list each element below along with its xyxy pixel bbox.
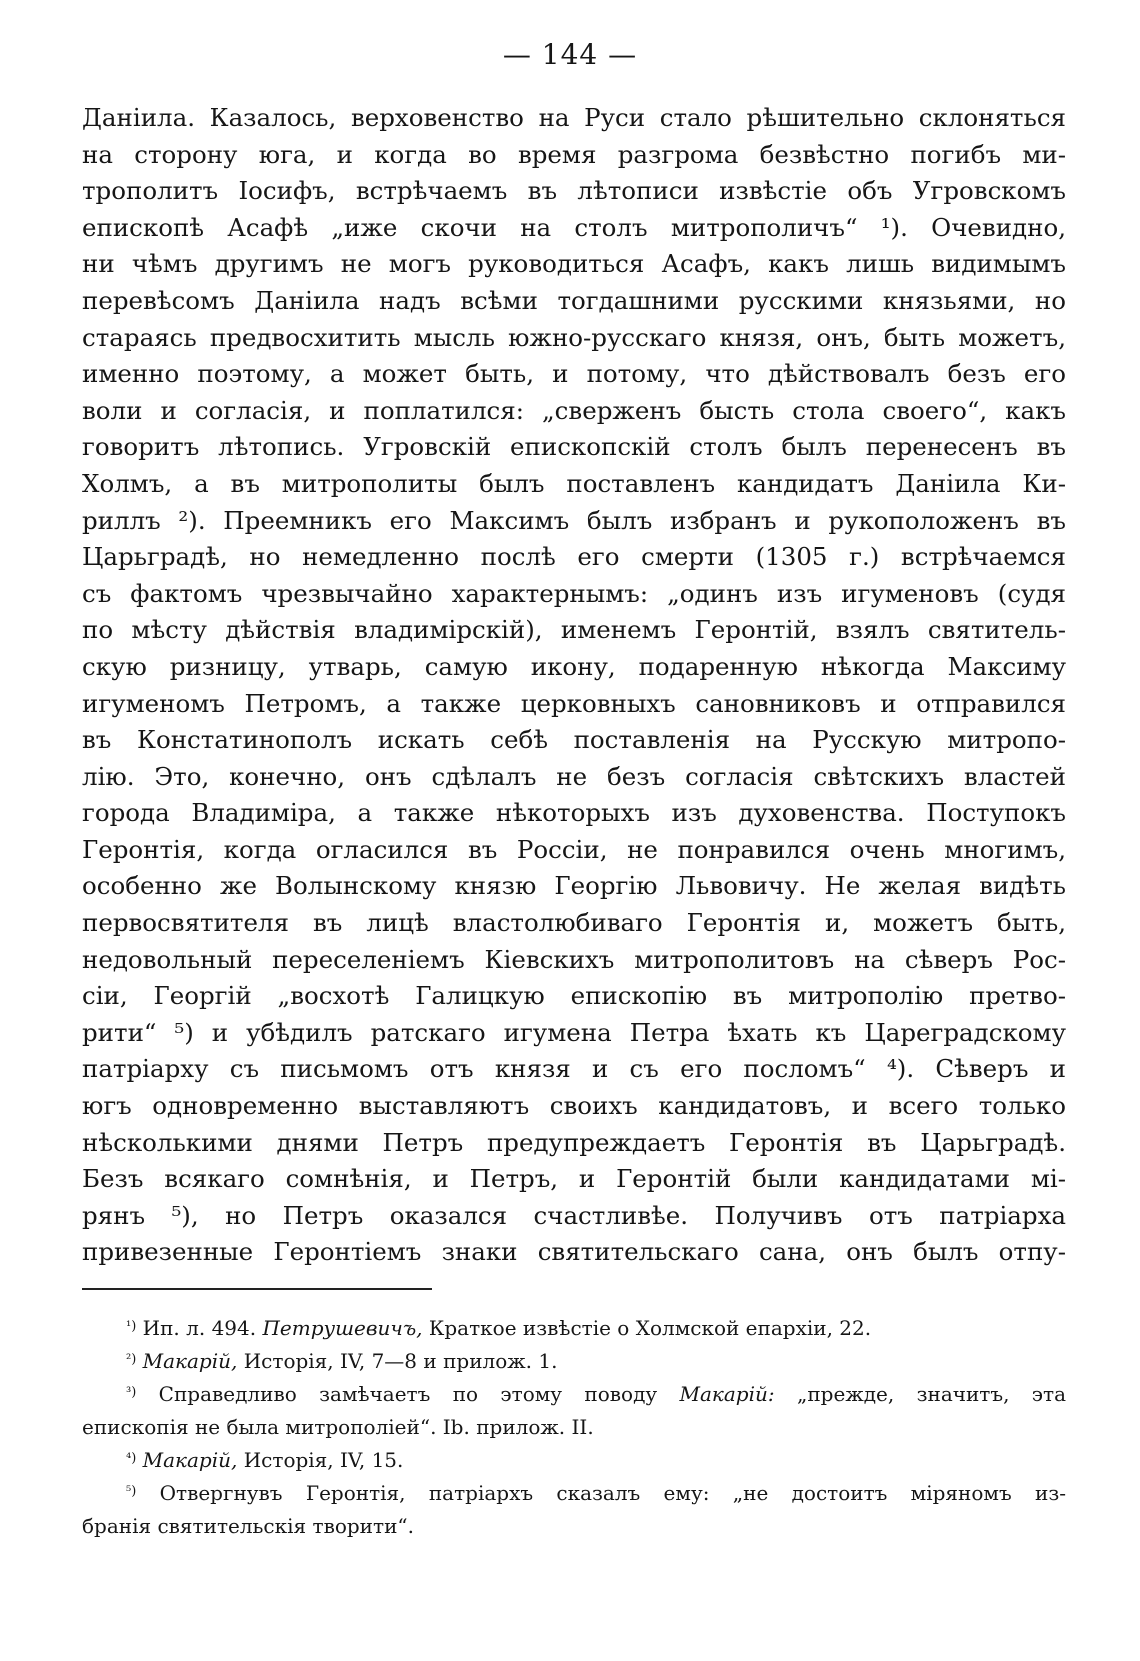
footnote-author: Петрушевичъ, [262, 1316, 423, 1340]
text-line: рянъ ⁵), но Петръ оказался счастливѣе. Получивъ отъ патріарха [82, 1200, 1066, 1230]
text-line: особенно же Волынскому князю Георгію Львовичу. Не желая видѣть [82, 871, 1066, 901]
text-line: риллъ ²). Преемникъ его Максимъ былъ избранъ и рукоположенъ въ [82, 505, 1066, 535]
text-line: югъ одновременно выставляютъ своихъ кандидатовъ, и всего только [82, 1091, 1066, 1121]
footnote-text: Отвергнувъ Геронтія, патріархъ сказалъ ему: „не достоитъ міряномъ из- [159, 1481, 1066, 1505]
text-line: привезенные Геронтіемъ знаки святительскаго сана, онъ былъ отпу- [82, 1237, 1066, 1267]
text-line: воли и согласія, и поплатился: „сверженъ бысть стола своего“, какъ [82, 395, 1066, 425]
text-line: патріарху съ письмомъ отъ князя и съ его посломъ“ ⁴). Сѣверъ и [82, 1054, 1066, 1084]
footnote-marker: ²) [126, 1352, 137, 1367]
text-line: именно поэтому, а может быть, и потому, что дѣйствовалъ безъ его [82, 359, 1066, 389]
text-line: нѣсколькими днями Петръ предупреждаетъ Геронтія въ Царьградѣ. [82, 1127, 1066, 1157]
footnote-quote: „прежде, значитъ, эта [796, 1382, 1066, 1406]
text-line: съ фактомъ чрезвычайно характернымъ: „одинъ изъ игуменовъ (судя [82, 578, 1066, 608]
footnote-divider [82, 1288, 432, 1290]
text-line: говоритъ лѣтопись. Угровскій епископскій столъ былъ перенесенъ въ [82, 432, 1066, 462]
text-line: Царьградѣ, но немедленно послѣ его смерти (1305 г.) встрѣчаемся [82, 542, 1066, 572]
text-line: трополитъ Іосифъ, встрѣчаемъ въ лѣтописи извѣстіе объ Угровскомъ [82, 176, 1066, 206]
footnote-text: Исторія, IV, 7—8 и прилож. 1. [243, 1349, 558, 1373]
text-line: по мѣсту дѣйствія владимірскій), именемъ Геронтій, взялъ святитель- [82, 615, 1066, 645]
page-number: — 144 — [502, 38, 638, 71]
text-line: лію. Это, конечно, онъ сдѣлалъ не безъ согласія свѣтскихъ властей [82, 761, 1066, 791]
text-line: стараясь предвосхитить мысль южно-русскаго князя, онъ, быть можетъ, [82, 322, 1066, 352]
text-line: игуменомъ Петромъ, а также церковныхъ сановниковъ и отправился [82, 688, 1066, 718]
text-line: Даніила. Казалось, верховенство на Руси стало рѣшительно склоняться [82, 103, 1066, 132]
footnote-1 [82, 1312, 1066, 1345]
footnotes [82, 1312, 1066, 1543]
footnote-marker: ³) [126, 1385, 137, 1400]
footnote-2 [82, 1345, 1066, 1378]
footnote-5 [82, 1477, 1066, 1543]
text-line: первосвятителя въ лицѣ властолюбиваго Геронтія и, можетъ быть, [82, 908, 1066, 938]
body-text [82, 100, 1066, 1271]
text-line: сіи, Георгій „восхотѣ Галицкую епископію въ митрополію претво- [82, 981, 1066, 1011]
text-line: Холмъ, а въ митрополиты былъ поставленъ кандидатъ Даніила Ки- [82, 468, 1066, 498]
text-line: Безъ всякаго сомнѣнія, и Петръ, и Геронтій были кандидатами мі- [82, 1164, 1066, 1194]
text-line: города Владиміра, а также нѣкоторыхъ изъ духовенства. Поступокъ [82, 798, 1066, 828]
footnote-author: Макарій: [679, 1382, 775, 1406]
footnote-marker: ⁵) [126, 1484, 137, 1499]
footnote-line [82, 1378, 1066, 1411]
text-line: недовольный переселеніемъ Кіевскихъ митрополитовъ на сѣверъ Рос- [82, 944, 1066, 974]
text-line: епископѣ Асафѣ „иже скочи на столъ митрополичъ“ ¹). Очевидно, [82, 212, 1066, 242]
footnote-line [82, 1477, 1066, 1510]
text-line: скую ризницу, утварь, самую икону, подаренную нѣкогда Максиму [82, 651, 1066, 681]
text-line: ни чѣмъ другимъ не могъ руководиться Асафъ, какъ лишь видимымъ [82, 249, 1066, 279]
footnote-3 [82, 1378, 1066, 1444]
footnote-text: Справедливо замѣчаетъ по этому поводу [158, 1382, 658, 1406]
text-line: перевѣсомъ Даніила надъ всѣми тогдашними русскими князьями, но [82, 285, 1066, 315]
text-line: рити“ ⁵) и убѣдилъ ратскаго игумена Петра ѣхать къ Цареградскому [82, 1017, 1066, 1047]
footnote-marker: ⁴) [126, 1451, 137, 1466]
text-line: въ Констатинополъ искать себѣ поставленія на Русскую митропо- [82, 725, 1066, 755]
footnote-text: Краткое извѣстіе о Холмской епархіи, 22. [428, 1316, 872, 1340]
footnote-line: бранія святительскія творити“. [82, 1514, 414, 1538]
footnote-4 [82, 1444, 1066, 1477]
footnote-source: Ип. л. 494. [142, 1316, 257, 1340]
text-line: на сторону юга, и когда во время разгрома безвѣстно погибъ ми- [82, 139, 1066, 169]
footnote-marker: ¹) [126, 1319, 137, 1334]
text-line: Геронтія, когда огласился въ Россіи, не понравился очень многимъ, [82, 834, 1066, 864]
footnote-author: Макарій, [142, 1448, 238, 1472]
footnote-text: Исторія, IV, 15. [243, 1448, 404, 1472]
footnote-author: Макарій, [142, 1349, 238, 1373]
footnote-line: епископія не была митрополіей“. Ib. прилож. II. [82, 1415, 594, 1439]
